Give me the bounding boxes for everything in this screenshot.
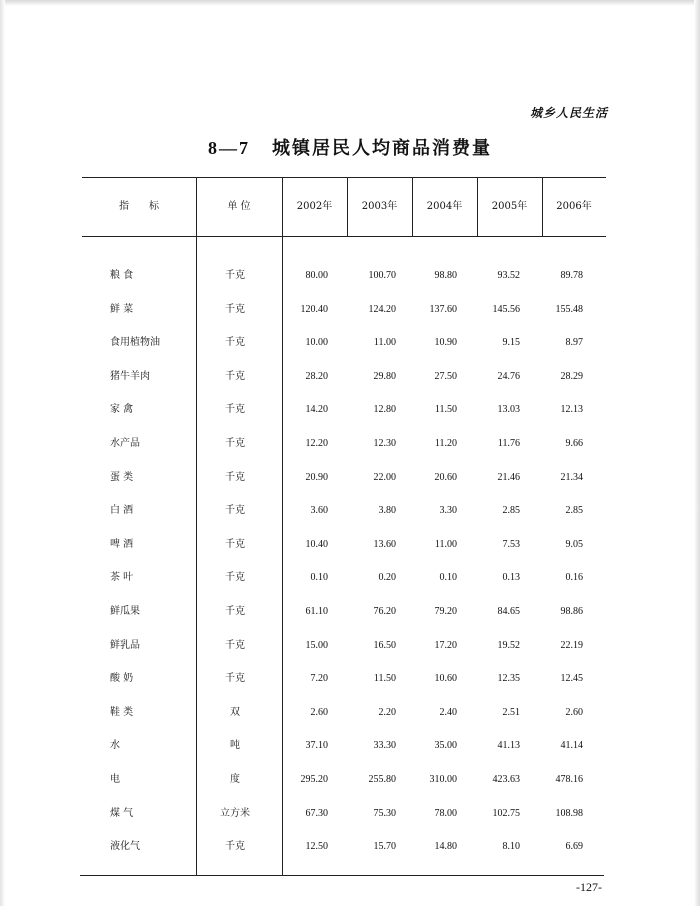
row-value-2004: 78.00 (434, 807, 457, 819)
header-year-2006: 2006年 (556, 201, 592, 212)
row-value-2005: 13.03 (497, 404, 520, 416)
row-value-2002: 3.60 (310, 505, 328, 517)
row-value-2005: 2.85 (502, 505, 520, 517)
header-unit: 单 位 (227, 201, 251, 212)
table-row (82, 393, 606, 427)
row-indicator: 鲜乳品 (110, 639, 140, 651)
row-value-2004: 17.20 (434, 639, 457, 651)
row-value-2003: 12.30 (373, 437, 396, 449)
bottom-rule (80, 875, 604, 876)
table-body (82, 259, 606, 864)
row-unit: 千克 (225, 404, 245, 416)
table-number: 8—7 (208, 138, 250, 158)
row-value-2002: 10.40 (305, 538, 328, 550)
row-indicator: 酸 奶 (110, 673, 134, 685)
row-indicator: 煤 气 (110, 807, 134, 819)
row-indicator: 液化气 (110, 841, 140, 853)
row-value-2003: 76.20 (373, 605, 396, 617)
row-value-2005: 41.13 (497, 740, 520, 752)
row-value-2005: 21.46 (497, 471, 520, 483)
row-unit: 吨 (230, 740, 240, 752)
row-value-2003: 255.80 (368, 773, 396, 785)
row-value-2002: 120.40 (300, 303, 328, 315)
row-unit: 千克 (225, 270, 245, 281)
consumption-table (82, 177, 606, 864)
row-value-2002: 2.60 (310, 706, 328, 718)
row-value-2005: 423.63 (492, 773, 520, 785)
row-unit: 千克 (225, 673, 245, 685)
table-title-text: 城镇居民人均商品消费量 (272, 138, 492, 159)
row-value-2006: 12.13 (560, 404, 583, 416)
row-value-2006: 8.97 (565, 337, 583, 349)
row-indicator: 水产品 (110, 437, 140, 449)
row-value-2005: 0.13 (502, 572, 520, 584)
row-value-2006: 41.14 (560, 740, 583, 752)
header-year-2005: 2005年 (491, 201, 528, 212)
row-indicator: 食用植物油 (110, 337, 160, 349)
row-indicator: 电 (110, 773, 120, 785)
table-row (82, 797, 606, 831)
table-row (82, 427, 606, 461)
row-value-2003: 0.20 (378, 572, 396, 584)
row-indicator: 粮 食 (110, 270, 134, 281)
running-head: 城乡人民生活 (529, 106, 608, 120)
row-value-2003: 16.50 (373, 639, 396, 651)
row-value-2004: 20.60 (434, 471, 457, 483)
row-unit: 千克 (225, 572, 245, 584)
row-value-2003: 124.20 (368, 303, 396, 315)
row-value-2002: 0.10 (310, 572, 328, 584)
header-indicator: 指 标 (119, 201, 159, 212)
table-row (82, 528, 606, 562)
row-unit: 千克 (225, 841, 245, 853)
row-value-2004: 35.00 (434, 740, 457, 752)
row-value-2004: 3.30 (439, 505, 457, 517)
row-value-2004: 11.50 (434, 404, 457, 416)
row-unit: 千克 (225, 370, 245, 382)
row-value-2003: 100.70 (368, 270, 396, 281)
row-indicator: 鲜 菜 (110, 303, 134, 315)
row-unit: 千克 (225, 303, 245, 315)
row-value-2005: 11.76 (497, 437, 520, 449)
header-year-2002: 2002年 (296, 201, 333, 212)
row-value-2005: 12.35 (497, 673, 520, 685)
row-value-2005: 9.15 (502, 337, 520, 349)
row-value-2006: 9.05 (565, 538, 583, 550)
row-value-2004: 2.40 (439, 706, 457, 718)
row-unit: 度 (230, 773, 240, 785)
row-unit: 千克 (225, 437, 245, 449)
row-value-2002: 28.20 (305, 370, 328, 382)
table-row (82, 360, 606, 394)
row-value-2002: 67.30 (305, 807, 328, 819)
row-unit: 千克 (225, 337, 245, 349)
row-value-2005: 7.53 (502, 538, 520, 550)
row-unit: 双 (230, 706, 240, 718)
row-unit: 千克 (225, 605, 245, 617)
table-row (82, 763, 606, 797)
table-row (82, 494, 606, 528)
row-value-2002: 20.90 (305, 471, 328, 483)
row-value-2002: 80.00 (305, 270, 328, 281)
row-value-2003: 2.20 (378, 706, 396, 718)
row-indicator: 鲜瓜果 (110, 605, 140, 617)
row-value-2002: 295.20 (300, 773, 328, 785)
header-divider (347, 178, 348, 236)
row-value-2003: 22.00 (373, 471, 396, 483)
row-value-2003: 29.80 (373, 370, 396, 382)
row-value-2005: 84.65 (497, 605, 520, 617)
row-indicator: 水 (110, 740, 120, 752)
row-value-2003: 11.50 (373, 673, 396, 685)
row-value-2006: 98.86 (560, 605, 583, 617)
row-value-2005: 102.75 (492, 807, 520, 819)
row-value-2004: 11.00 (434, 538, 457, 550)
header-divider (542, 178, 543, 236)
row-value-2002: 10.00 (305, 337, 328, 349)
row-value-2006: 21.34 (560, 471, 583, 483)
row-value-2005: 145.56 (492, 303, 520, 315)
row-value-2006: 0.16 (565, 572, 583, 584)
row-unit: 千克 (225, 639, 245, 651)
row-value-2003: 15.70 (373, 841, 396, 853)
row-value-2002: 15.00 (305, 639, 328, 651)
header-year-2003: 2003年 (361, 201, 398, 212)
row-value-2005: 2.51 (502, 706, 520, 718)
row-unit: 千克 (225, 538, 245, 550)
row-value-2004: 137.60 (429, 303, 457, 315)
row-value-2004: 79.20 (434, 605, 457, 617)
row-value-2003: 33.30 (373, 740, 396, 752)
row-value-2006: 155.48 (555, 303, 583, 315)
row-indicator: 白 酒 (110, 505, 134, 517)
table-row (82, 259, 606, 293)
row-value-2006: 22.19 (560, 639, 583, 651)
row-value-2005: 24.76 (497, 370, 520, 382)
row-value-2004: 11.20 (434, 437, 457, 449)
row-value-2002: 12.50 (305, 841, 328, 853)
row-value-2006: 6.69 (565, 841, 583, 853)
row-value-2003: 12.80 (373, 404, 396, 416)
table-row (82, 830, 606, 864)
row-unit: 立方米 (220, 807, 250, 819)
row-value-2004: 310.00 (429, 773, 457, 785)
header-divider (412, 178, 413, 236)
row-indicator: 啤 酒 (110, 538, 134, 550)
row-value-2002: 61.10 (305, 605, 328, 617)
row-unit: 千克 (225, 471, 245, 483)
row-indicator: 茶 叶 (110, 572, 134, 584)
row-value-2002: 12.20 (305, 437, 328, 449)
row-value-2004: 0.10 (439, 572, 457, 584)
table-row (82, 729, 606, 763)
row-value-2006: 108.98 (555, 807, 583, 819)
row-value-2003: 13.60 (373, 538, 396, 550)
row-value-2004: 10.90 (434, 337, 457, 349)
row-value-2004: 10.60 (434, 673, 457, 685)
row-indicator: 蛋 类 (110, 471, 134, 483)
table-row (82, 662, 606, 696)
table-row (82, 326, 606, 360)
row-value-2002: 7.20 (310, 673, 328, 685)
row-value-2006: 2.85 (565, 505, 583, 517)
header-divider (477, 178, 478, 236)
row-value-2002: 37.10 (305, 740, 328, 752)
table-row (82, 461, 606, 495)
row-value-2006: 89.78 (560, 270, 583, 281)
page-number: -127- (576, 880, 602, 894)
scan-edge-top (0, 0, 700, 6)
table-row (82, 595, 606, 629)
row-value-2004: 14.80 (434, 841, 457, 853)
row-value-2003: 3.80 (378, 505, 396, 517)
row-value-2005: 19.52 (497, 639, 520, 651)
header-year-2004: 2004年 (426, 201, 463, 212)
row-value-2004: 98.80 (434, 270, 457, 281)
row-value-2003: 75.30 (373, 807, 396, 819)
row-indicator: 家 禽 (110, 404, 134, 416)
table-row (82, 293, 606, 327)
row-value-2004: 27.50 (434, 370, 457, 382)
row-indicator: 鞋 类 (110, 706, 134, 718)
row-value-2005: 93.52 (497, 270, 520, 281)
row-value-2005: 8.10 (502, 841, 520, 853)
row-indicator: 猪牛羊肉 (110, 370, 150, 382)
row-value-2006: 28.29 (560, 370, 583, 382)
row-value-2006: 2.60 (565, 706, 583, 718)
row-value-2006: 478.16 (555, 773, 583, 785)
page-title (0, 134, 700, 160)
row-value-2003: 11.00 (373, 337, 396, 349)
table-header (82, 177, 606, 237)
row-value-2006: 12.45 (560, 673, 583, 685)
table-row (82, 696, 606, 730)
row-unit: 千克 (225, 505, 245, 517)
table-row (82, 629, 606, 663)
row-value-2006: 9.66 (565, 437, 583, 449)
row-value-2002: 14.20 (305, 404, 328, 416)
table-row (82, 561, 606, 595)
